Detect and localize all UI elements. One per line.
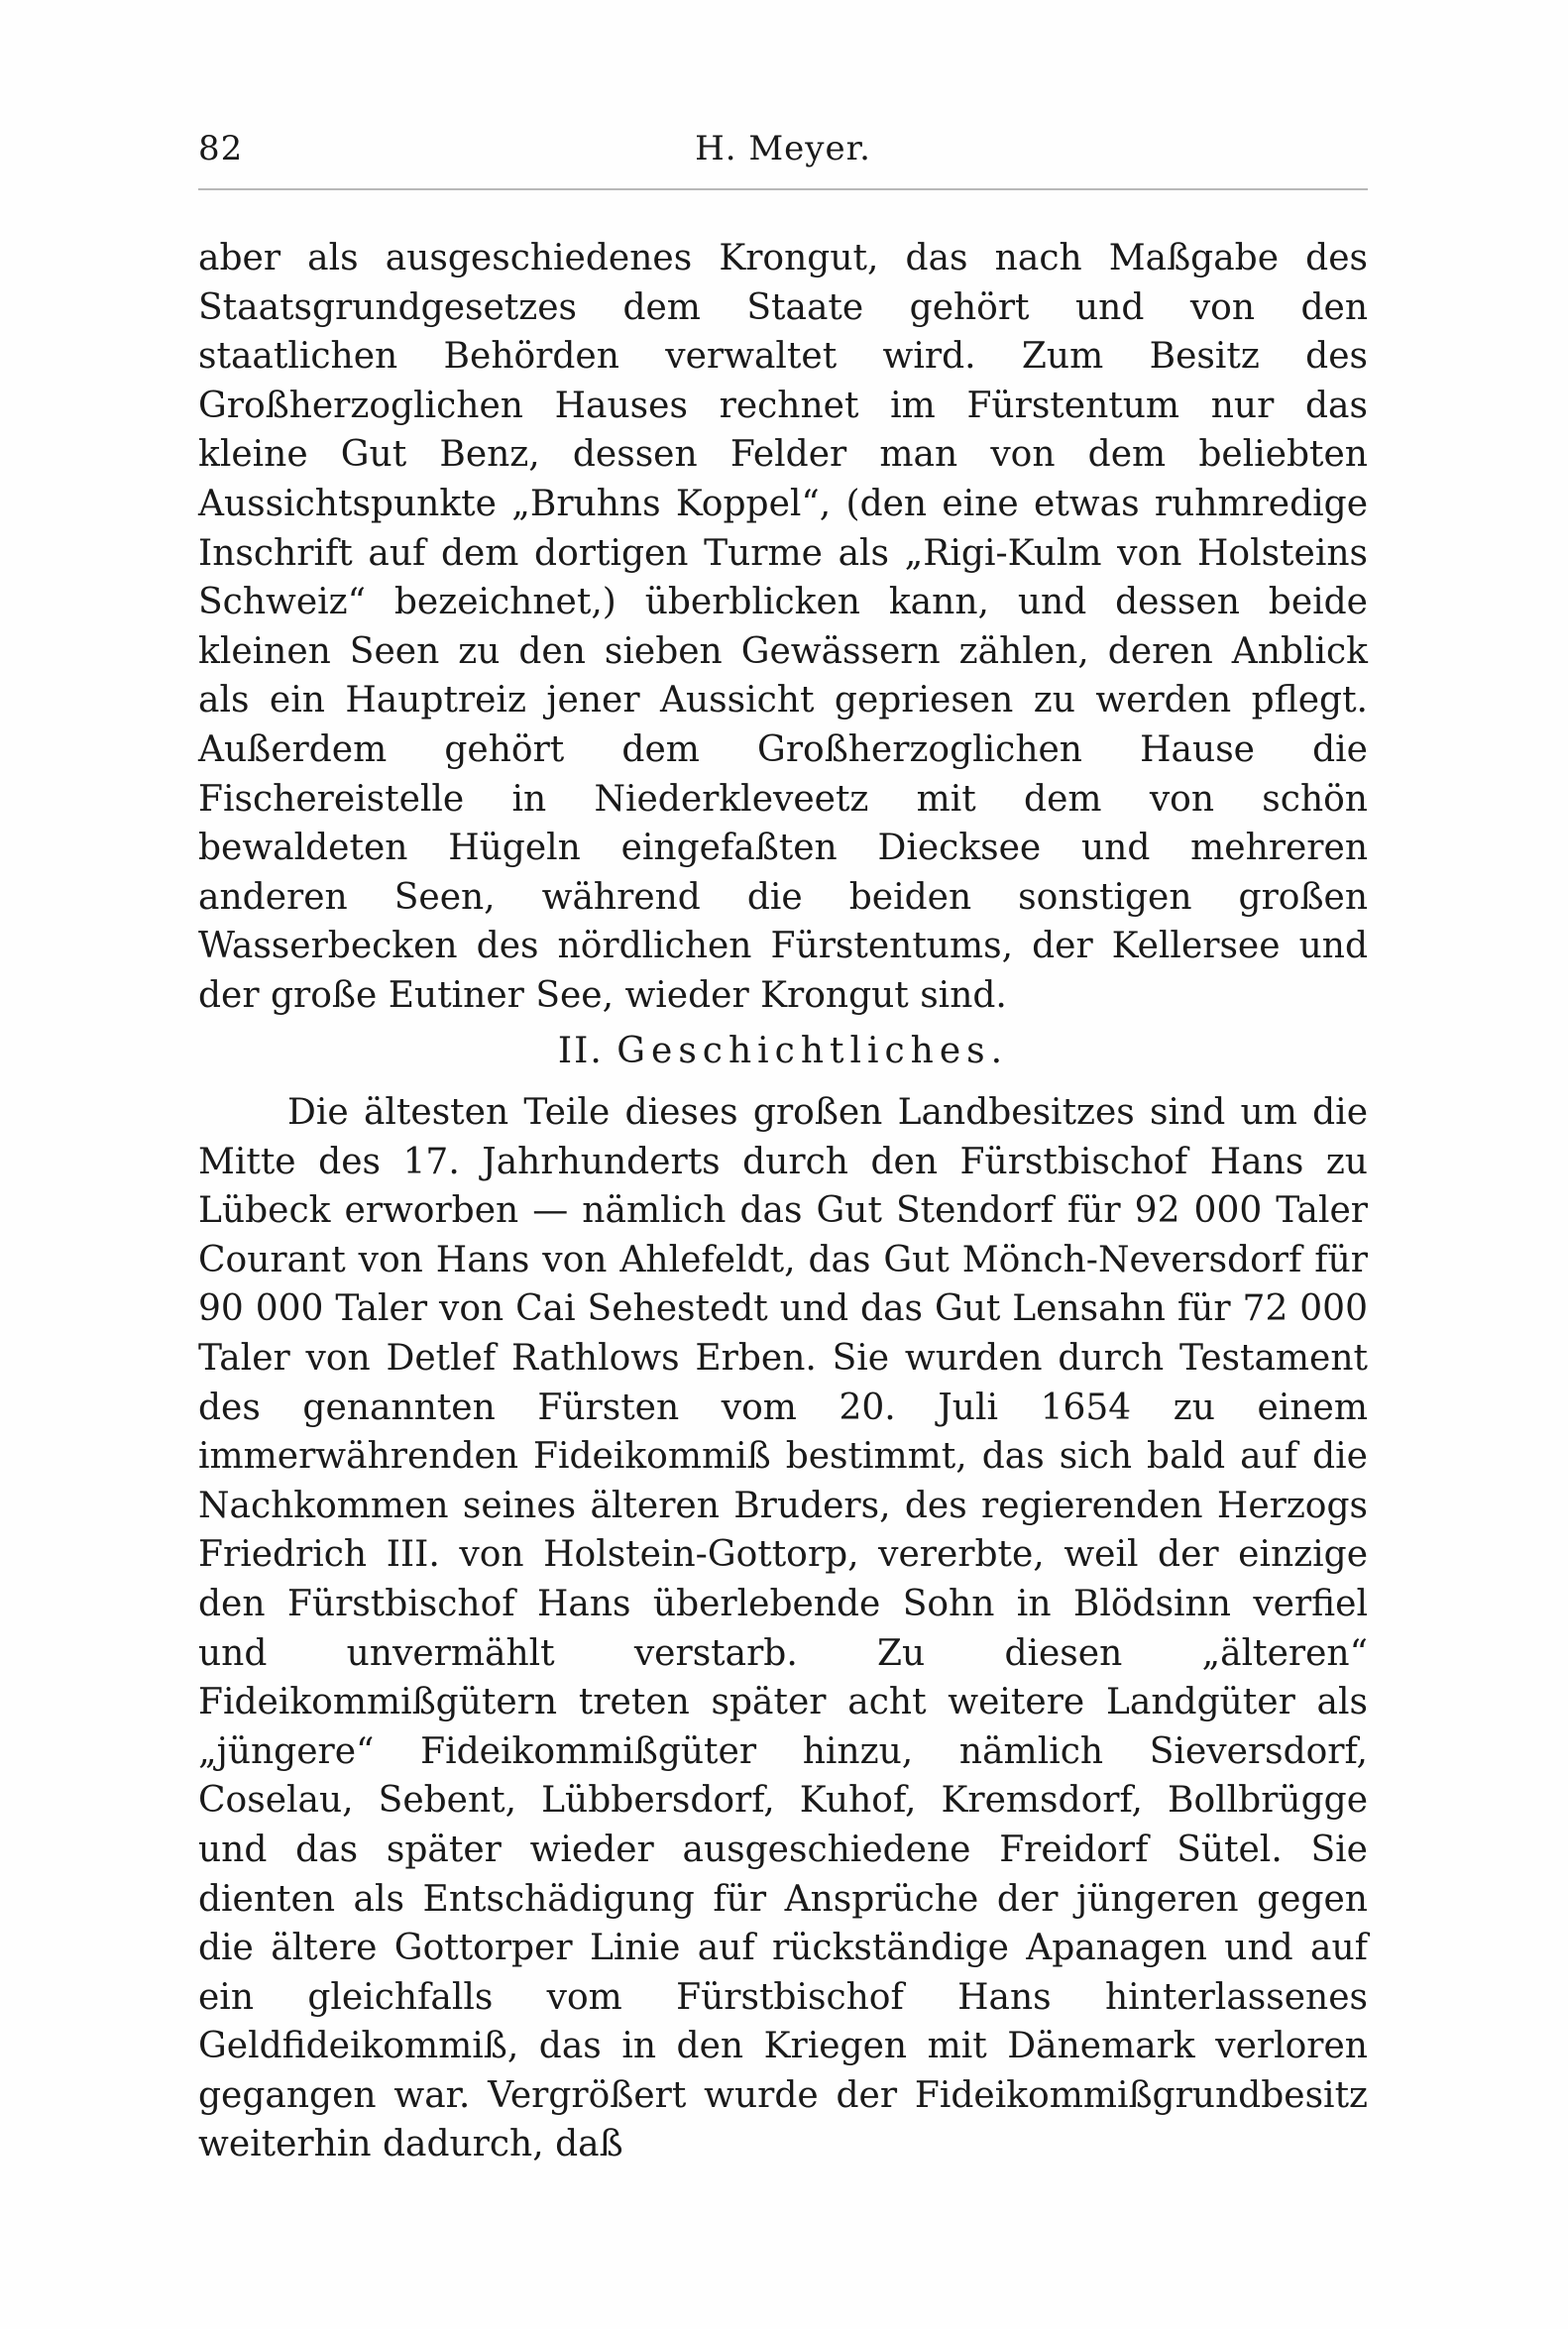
running-head: H. Meyer. [695, 129, 871, 168]
page-number: 82 [198, 129, 244, 168]
section-title: Geschichtliches. [616, 1031, 1009, 1071]
section-text-block [198, 1088, 1368, 2169]
section-heading [198, 1031, 1368, 1071]
header-divider [198, 188, 1368, 190]
page-header [198, 129, 1368, 178]
paragraph: aber als ausgeschiedenes Krongut, das nach Maßgabe des Staatsgrundgesetzes dem Staate gehört und von den staatlichen Behörden verwaltet wird. Zum Besitz des Großherzoglichen Hauses rechnet im Fürstentum nur das kleine Gut Benz, dessen Felder man von dem beliebten Aussichtspunkte „Bruhns Koppel“, (den eine etwas ruhmredige Inschrift auf dem dortigen Turme als „Rigi-Kulm von Holsteins Schweiz“ bezeichnet,) überblicken kann, und dessen beide kleinen Seen zu den sieben Gewässern zählen, deren Anblick als ein Hauptreiz jener Aussicht gepriesen zu werden pflegt. Außerdem gehört dem Großherzoglichen Hause die Fischereistelle in Niederkleveetz mit dem von schön bewaldeten Hügeln eingefaßten Diecksee und mehreren anderen Seen, während die beiden sonstigen großen Wasserbecken des nördlichen Fürstentums, der Kellersee und der große Eutiner See, wieder Krongut sind. [198, 238, 1368, 1016]
paragraph: Die ältesten Teile dieses großen Landbesitzes sind um die Mitte des 17. Jahrhunderts durch den Fürstbischof Hans zu Lübeck erworben — nämlich das Gut Stendorf für 92 000 Taler Courant von Hans von Ahlefeldt, das Gut Mönch-Neversdorf für 90 000 Taler von Cai Sehestedt und das Gut Lensahn für 72 000 Taler von Detlef Rathlows Erben. Sie wurden durch Testament des genannten Fürsten vom 20. Juli 1654 zu einem immerwährenden Fideikommiß bestimmt, das sich bald auf die Nachkommen seines älteren Bruders, des regierenden Herzogs Friedrich III. von Holstein-Gottorp, vererbte, weil der einzige den Fürstbischof Hans überlebende Sohn in Blödsinn verfiel und unvermählt verstarb. Zu diesen „älteren“ Fideikommißgütern treten später acht weitere Landgüter als „jüngere“ Fideikommißgüter hinzu, nämlich Sieversdorf, Coselau, Sebent, Lübbersdorf, Kuhof, Kremsdorf, Bollbrügge und das später wieder ausgeschiedene Freidorf Sütel. Sie dienten als Entschädigung für Ansprüche der jüngeren gegen die ältere Gottorper Linie auf rückständige Apanagen und auf ein gleichfalls vom Fürstbischof Hans hinterlassenes Geldfideikommiß, das in den Kriegen mit Dänemark verloren gegangen war. Vergrößert wurde der Fideikommißgrundbesitz weiterhin dadurch, daß [198, 1092, 1368, 2165]
body-text-block [198, 234, 1368, 1021]
section-number: II. [557, 1031, 604, 1071]
